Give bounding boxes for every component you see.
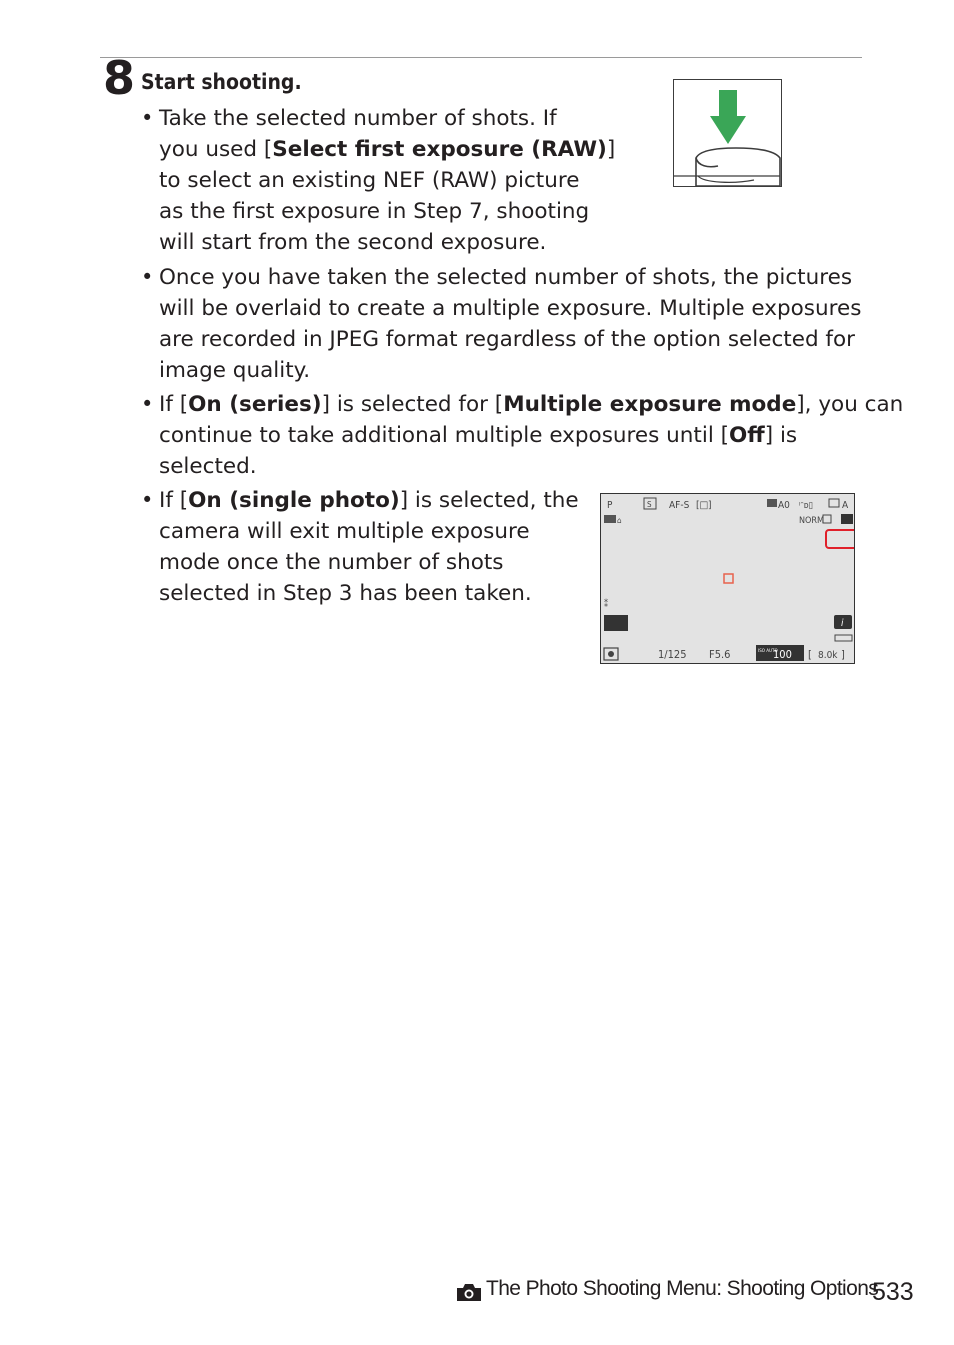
camera-icon [455,1282,483,1306]
text-run: ] is [764,423,798,448]
text-run: ] [606,137,616,162]
battery-icon [835,635,852,641]
af-area-icon: [□] [696,500,712,511]
svg-text:]: ] [841,648,845,661]
camera-monitor-display [600,493,855,664]
d-lighting-icon: ᵎᵔᴅ▯ [799,501,814,511]
bullet-1-line [159,103,615,134]
bold-term: On (series) [188,392,322,417]
bullet-4-line [159,547,579,578]
iso-label: ISO AUTO [758,649,778,654]
bullet-4-line [159,485,579,516]
text-run: Take the selected number of shots. If [159,106,557,131]
bullet-4-line [159,516,579,547]
white-balance-icon [767,499,777,507]
text-run: ] is selected for [ [321,392,504,417]
bullet-1-line [159,134,615,165]
multiple-exposure-icon [604,615,628,631]
shots-remaining: 8.0k [818,650,838,661]
page-number: 533 [872,1278,914,1306]
text-run: ] is selected, the [399,488,579,513]
svg-text:A0: A0 [778,500,790,511]
text-run: selected. [159,454,257,479]
bullet-4-text [159,485,579,609]
text-run: mode once the number of shots [159,550,504,575]
focus-point [724,574,733,583]
text-run: are recorded in JPEG format regardless of the option selected for [159,327,855,352]
bullet-2-line [159,293,861,324]
svg-text:S: S [647,500,652,509]
bullet-1-text [159,103,615,258]
bullet-3-text [159,389,903,482]
top-rule [100,57,862,58]
bullet-4-marker: • [141,488,154,512]
text-run: ], you can [796,392,904,417]
step-number: 8 [103,51,135,105]
press-shutter-icon [674,80,781,186]
shutter-press-illustration [673,79,782,187]
text-run: If [ [159,392,189,417]
bullet-2-marker: • [141,265,154,289]
text-run: image quality. [159,358,311,383]
bullet-2-line [159,355,861,386]
image-quality-icon: NORM [799,516,825,526]
bold-term: On (single photo) [188,488,400,513]
picture-control-icon [829,499,839,507]
svg-text:i: i [841,618,844,629]
bullet-1-line [159,165,615,196]
text-run: will start from the second exposure. [159,230,547,255]
svg-text:⌂: ⌂ [617,516,622,525]
footer-section-title: The Photo Shooting Menu: Shooting Options [486,1277,879,1300]
text-run: as the first exposure in Step 7, shooting [159,199,590,224]
bold-term: Off [729,423,765,448]
bullet-4-line [159,578,579,609]
image-area-icon [841,514,853,524]
af-mode-icon: AF-S [669,500,690,511]
iso-value: 100 [773,648,792,661]
bullet-3-line [159,420,903,451]
touch-shutter-icon: ⁑ [604,600,609,610]
multiple-exposure-highlight [826,530,854,548]
shutter-speed: 1/125 [658,648,687,661]
svg-text:A: A [842,500,849,511]
exposure-mode-icon: P [607,500,613,511]
text-run: to select an existing NEF (RAW) picture [159,168,580,193]
bullet-1-line [159,196,615,227]
step-title: Start shooting. [141,70,302,94]
bold-term: Select first exposure (RAW) [272,137,607,162]
bold-term: Multiple exposure mode [503,392,797,417]
text-run: continue to take additional multiple exposures until [ [159,423,730,448]
text-run: If [ [159,488,189,513]
bullet-3-line [159,451,903,482]
bullet-2-line [159,324,861,355]
bullet-1-line [159,227,615,258]
bullet-2-text [159,262,861,386]
bullet-1-marker: • [141,106,154,130]
text-run: selected in Step 3 has been taken. [159,581,532,606]
bullet-3-line [159,389,903,420]
svg-text:[: [ [808,648,812,661]
text-run: Once you have taken the selected number of shots, the pictures [159,265,853,290]
text-run: camera will exit multiple exposure [159,519,530,544]
text-run: you used [ [159,137,273,162]
vr-icon [604,515,616,523]
bullet-2-line [159,262,861,293]
text-run: will be overlaid to create a multiple exposure. Multiple exposures [159,296,862,321]
bullet-3-marker: • [141,392,154,416]
aperture-value: F5.6 [709,648,731,661]
